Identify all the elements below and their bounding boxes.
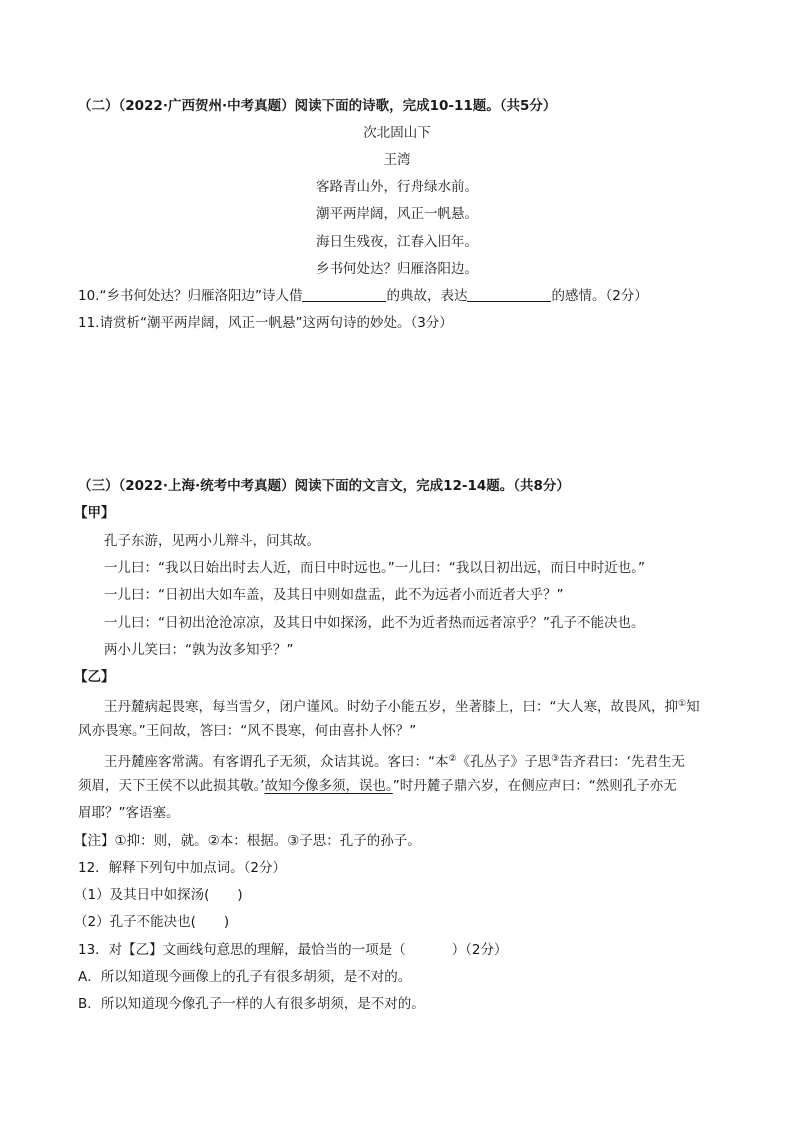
question-12-2: （2）孔子不能决也( ) (74, 914, 230, 930)
poem-author: 王湾 (383, 152, 411, 168)
question-10: 10.“乡书何处达？归雁洛阳边”诗人借 的典故，表达 的感情。（2分） (78, 288, 648, 304)
underlined-sentence: 故知今像多须，误也。 (264, 778, 393, 794)
question-11: 11.请赏析“潮平两岸阔，风正一帆悬”这两句诗的妙处。（3分） (78, 315, 453, 331)
poem-line-3: 海日生残夜，江春入旧年。 (316, 234, 478, 250)
yi-para2-line3: 眉耶？”客语塞。 (78, 805, 180, 821)
jia-line-4: 一儿曰：“日初出沧沧凉凉，及其日中如探汤，此不为近者热而远者凉乎？”孔子不能决也。 (104, 615, 645, 631)
option-b[interactable]: B．所以知道现今像孔子一样的人有很多胡须，是不对的。 (78, 996, 425, 1012)
yi-para1-line2: 风亦畏寒。”王问故，答曰：“风不畏寒，何由喜扑人怀？” (78, 723, 417, 739)
question-12: 12．解释下列句中加点词。（2分） (78, 860, 287, 876)
yi-para1-line1: 王丹麓病起畏寒，每当雪夕，闭户谨风。时幼子小能五岁，坐著膝上，曰：“大人寒，故畏风，抑①知 (104, 699, 700, 715)
poem-line-4: 乡书何处达？归雁洛阳边。 (316, 261, 478, 277)
yi-para2-line1: 王丹麓座客常满。有客谓孔子无须，众诘其说。客曰：“本②《孔丛子》子思③告齐君曰：‘先君生无 (104, 754, 685, 770)
option-a[interactable]: A．所以知道现今画像上的孔子有很多胡须，是不对的。 (78, 969, 412, 985)
jia-line-3: 一儿曰：“日初出大如车盖，及其日中则如盘盂，此不为远者小而近者大乎？” (104, 587, 564, 603)
jia-line-1: 孔子东游，见两小儿辩斗，问其故。 (104, 533, 320, 549)
jia-label: 【甲】 (74, 505, 115, 521)
annotation-note: 【注】①抑：则，就。②本：根据。③子思：孔子的孙子。 (74, 833, 421, 849)
poem-title: 次北固山下 (363, 125, 431, 141)
poem-line-1: 客路青山外，行舟绿水前。 (316, 179, 478, 195)
answer-blank-2[interactable] (467, 287, 551, 302)
jia-line-2: 一儿曰：“我以日始出时去人近，而日中时远也。”一儿曰：“我以日初出远，而日中时近也。” (104, 560, 645, 576)
answer-blank-1[interactable] (302, 287, 386, 302)
question-13: 13．对【乙】文画线句意思的理解，最恰当的一项是（ ）（2分） (78, 942, 508, 958)
question-12-1: （1）及其日中如探汤( ) (74, 887, 243, 903)
yi-label: 【乙】 (74, 669, 115, 685)
jia-line-5: 两小儿笑曰：“孰为汝多知乎？” (104, 642, 294, 658)
section3-header: （三）（2022·上海·统考中考真题）阅读下面的文言文，完成12-14题。（共8分） (78, 478, 570, 494)
section2-header: （二）（2022·广西贺州·中考真题）阅读下面的诗歌，完成10-11题。（共5分） (78, 98, 557, 114)
poem-line-2: 潮平两岸阔，风正一帆悬。 (316, 206, 478, 222)
yi-para2-line2: 须眉，天下王侯不以此损其敬。’故知今像多须，误也。”时丹麓子鼎六岁，在侧应声曰：“然则孔子亦无 (78, 778, 677, 794)
